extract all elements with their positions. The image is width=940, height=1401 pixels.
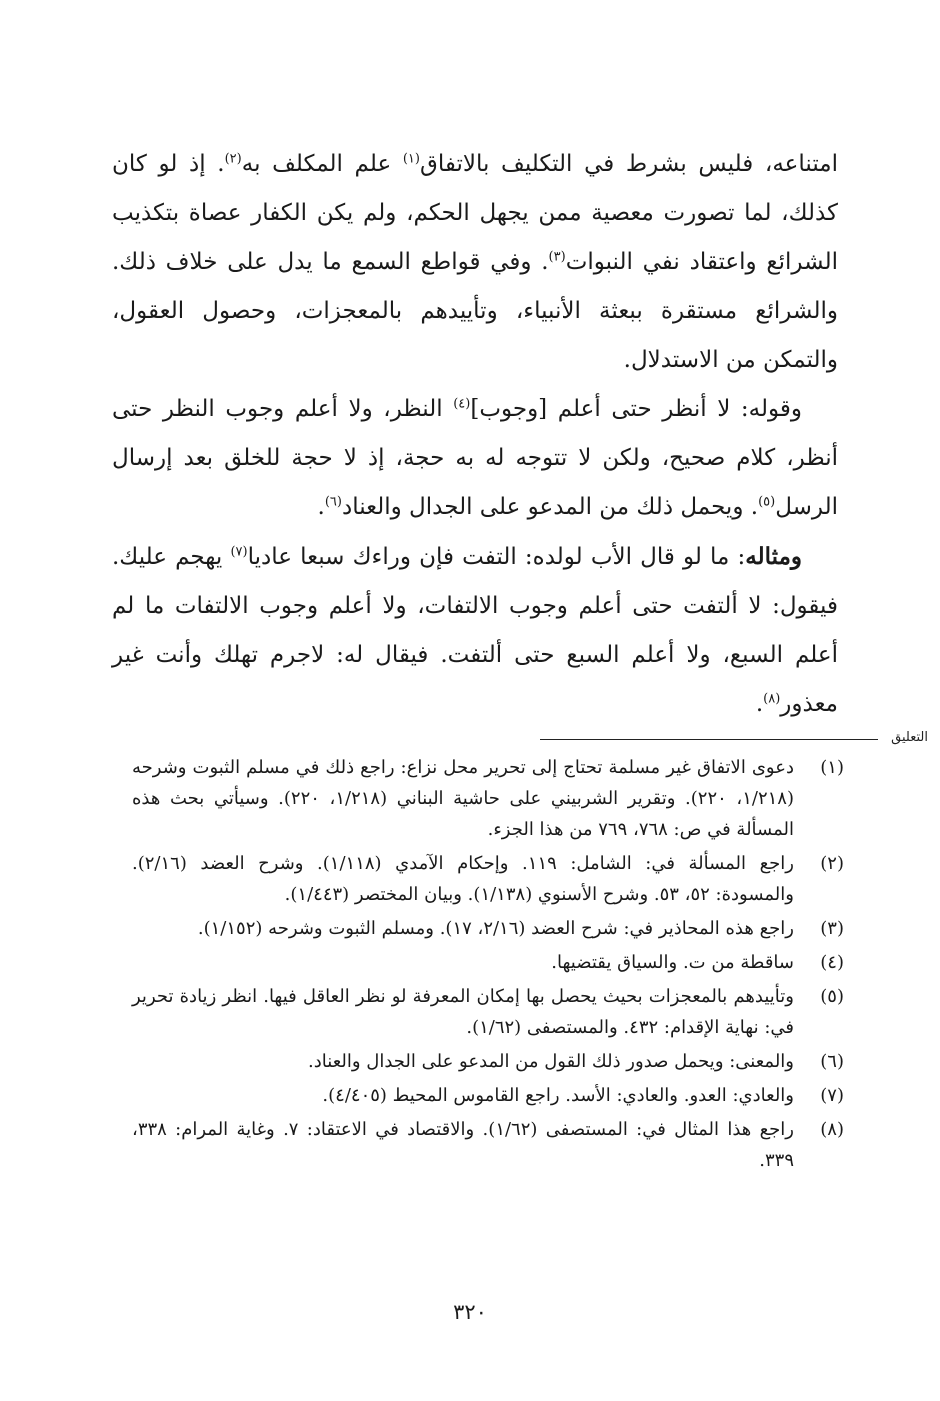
text-run: امتناعه، فليس بشرط في التكليف بالاتفاق [419, 151, 838, 177]
footnote-ref[interactable]: (٤) [453, 396, 471, 412]
footnote-ref[interactable]: (٥) [758, 494, 776, 510]
text-run: علم المكلف به [241, 151, 403, 177]
footnote-5 [132, 981, 844, 1043]
footnote-text: وتأييدهم بالمعجزات بحيث يحصل بها إمكان المعرفة لو نظر العاقل فيها. انظر زيادة تحرير في: نهاية الإقدام: ٤٣٢. والمستصفى (١/٦٢). [132, 986, 794, 1038]
footnote-number: (٢) [820, 853, 844, 874]
footnotes-label: التعليق [891, 730, 928, 745]
footnotes-list [132, 752, 844, 1179]
footnote-ref[interactable]: (٨) [763, 691, 781, 707]
footnote-text: ساقطة من ت. والسياق يقتضيها. [551, 952, 794, 973]
text-run: . ويحمل ذلك من المدعو على الجدال والعناد [341, 494, 759, 520]
footnote-ref[interactable]: (١) [402, 151, 420, 167]
footnote-number: (٧) [820, 1085, 844, 1106]
footnote-text: راجع هذا المثال في: المستصفى (١/٦٢). والاقتصاد في الاعتقاد: ٧. وغاية المرام: ٣٣٨، ٣٣٩. [132, 1119, 795, 1171]
text-run: : ما لو قال الأب لولده: التفت فإن وراءك سبعا عاديا [247, 544, 746, 570]
page-number: ٣٢٠ [453, 1300, 487, 1324]
footnote-number: (٨) [820, 1119, 844, 1140]
text-run: يهجم عليك. فيقول: لا ألتفت حتى أعلم وجوب الالتفات، ولا أعلم وجوب الالتفات ما لم أعلم السبع، ولا أعلم السبع حتى ألتفت. فيقال له: لاجرم تهلك وأنت غير معذور [112, 544, 838, 717]
paragraph-3 [112, 532, 838, 729]
footnote-ref[interactable]: (٧) [230, 544, 248, 560]
text-run: وقوله: لا أنظر حتى أعلم [وجوب] [470, 396, 802, 422]
footnote-2 [132, 848, 844, 910]
text-run: النظر، ولا أعلم وجوب النظر حتى أنظر، كلام صحيح، ولكن لا تتوجه له به حجة، إذ لا حجة للخلق بعد إرسال الرسل [112, 396, 838, 520]
text-run: . [755, 691, 764, 717]
footnote-text: راجع هذه المحاذير في: شرح العضد (٢/١٦، ١٧). ومسلم الثبوت وشرحه (١/١٥٢). [197, 918, 794, 939]
text-run: . إذ لو كان كذلك، لما تصورت معصية ممن يجهل الحكم، ولم يكن الكفار عصاة بتكذيب الشرائع واعتقاد نفي النبوات [112, 151, 839, 275]
footnote-text: والمعنى: ويحمل صدور ذلك القول من المدعو على الجدال والعناد. [308, 1051, 794, 1072]
footnote-1 [132, 752, 844, 845]
bold-lead: ومثاله [745, 543, 802, 570]
footnote-ref[interactable]: (٢) [224, 151, 242, 167]
text-run: . وفي قواطع السمع ما يدل على خلاف ذلك. والشرائع مستقرة ببعثة الأنبياء، وتأييدهم بالمعجزات، وحصول العقول، والتمكن من الاستدلال. [112, 249, 838, 373]
footnote-4 [132, 947, 844, 978]
footnote-text: راجع المسألة في: الشامل: ١١٩. وإحكام الآمدي (١/١١٨). وشرح العضد (٢/١٦). والمسودة: ٥٢، ٥٣. وشرح الأسنوي (١/١٣٨). وبيان المختصر (١/٤٤٣). [132, 853, 794, 905]
footnote-number: (١) [820, 757, 844, 778]
footnote-number: (٤) [820, 952, 844, 973]
footnote-number: (٣) [820, 918, 844, 939]
footnote-7 [132, 1080, 844, 1111]
paragraph-2 [112, 385, 838, 532]
footnote-3 [132, 913, 844, 944]
footnote-6 [132, 1046, 844, 1077]
main-text [112, 140, 838, 729]
footnote-ref[interactable]: (٦) [324, 494, 342, 510]
footnote-8 [132, 1114, 844, 1176]
footnote-number: (٥) [820, 986, 844, 1007]
footnote-text: والعادي: العدو. والعادي: الأسد. راجع القاموس المحيط (٤/٤٠٥). [322, 1085, 794, 1106]
footnote-number: (٦) [820, 1051, 844, 1072]
footnote-ref[interactable]: (٣) [548, 249, 566, 265]
footnote-divider [540, 739, 878, 740]
footnote-text: دعوى الاتفاق غير مسلمة تحتاج إلى تحرير محل نزاع: راجع ذلك في مسلم الثبوت وشرحه (١/٢١٨، ٢٢٠). وتقرير الشربيني على حاشية البناني (١/٢١٨، ٢٢٠). وسيأتي بحث هذه المسألة في ص: ٧٦٨، ٧٦٩ من هذا الجزء. [132, 757, 794, 840]
paragraph-1 [112, 140, 838, 385]
text-run: . [317, 494, 325, 520]
